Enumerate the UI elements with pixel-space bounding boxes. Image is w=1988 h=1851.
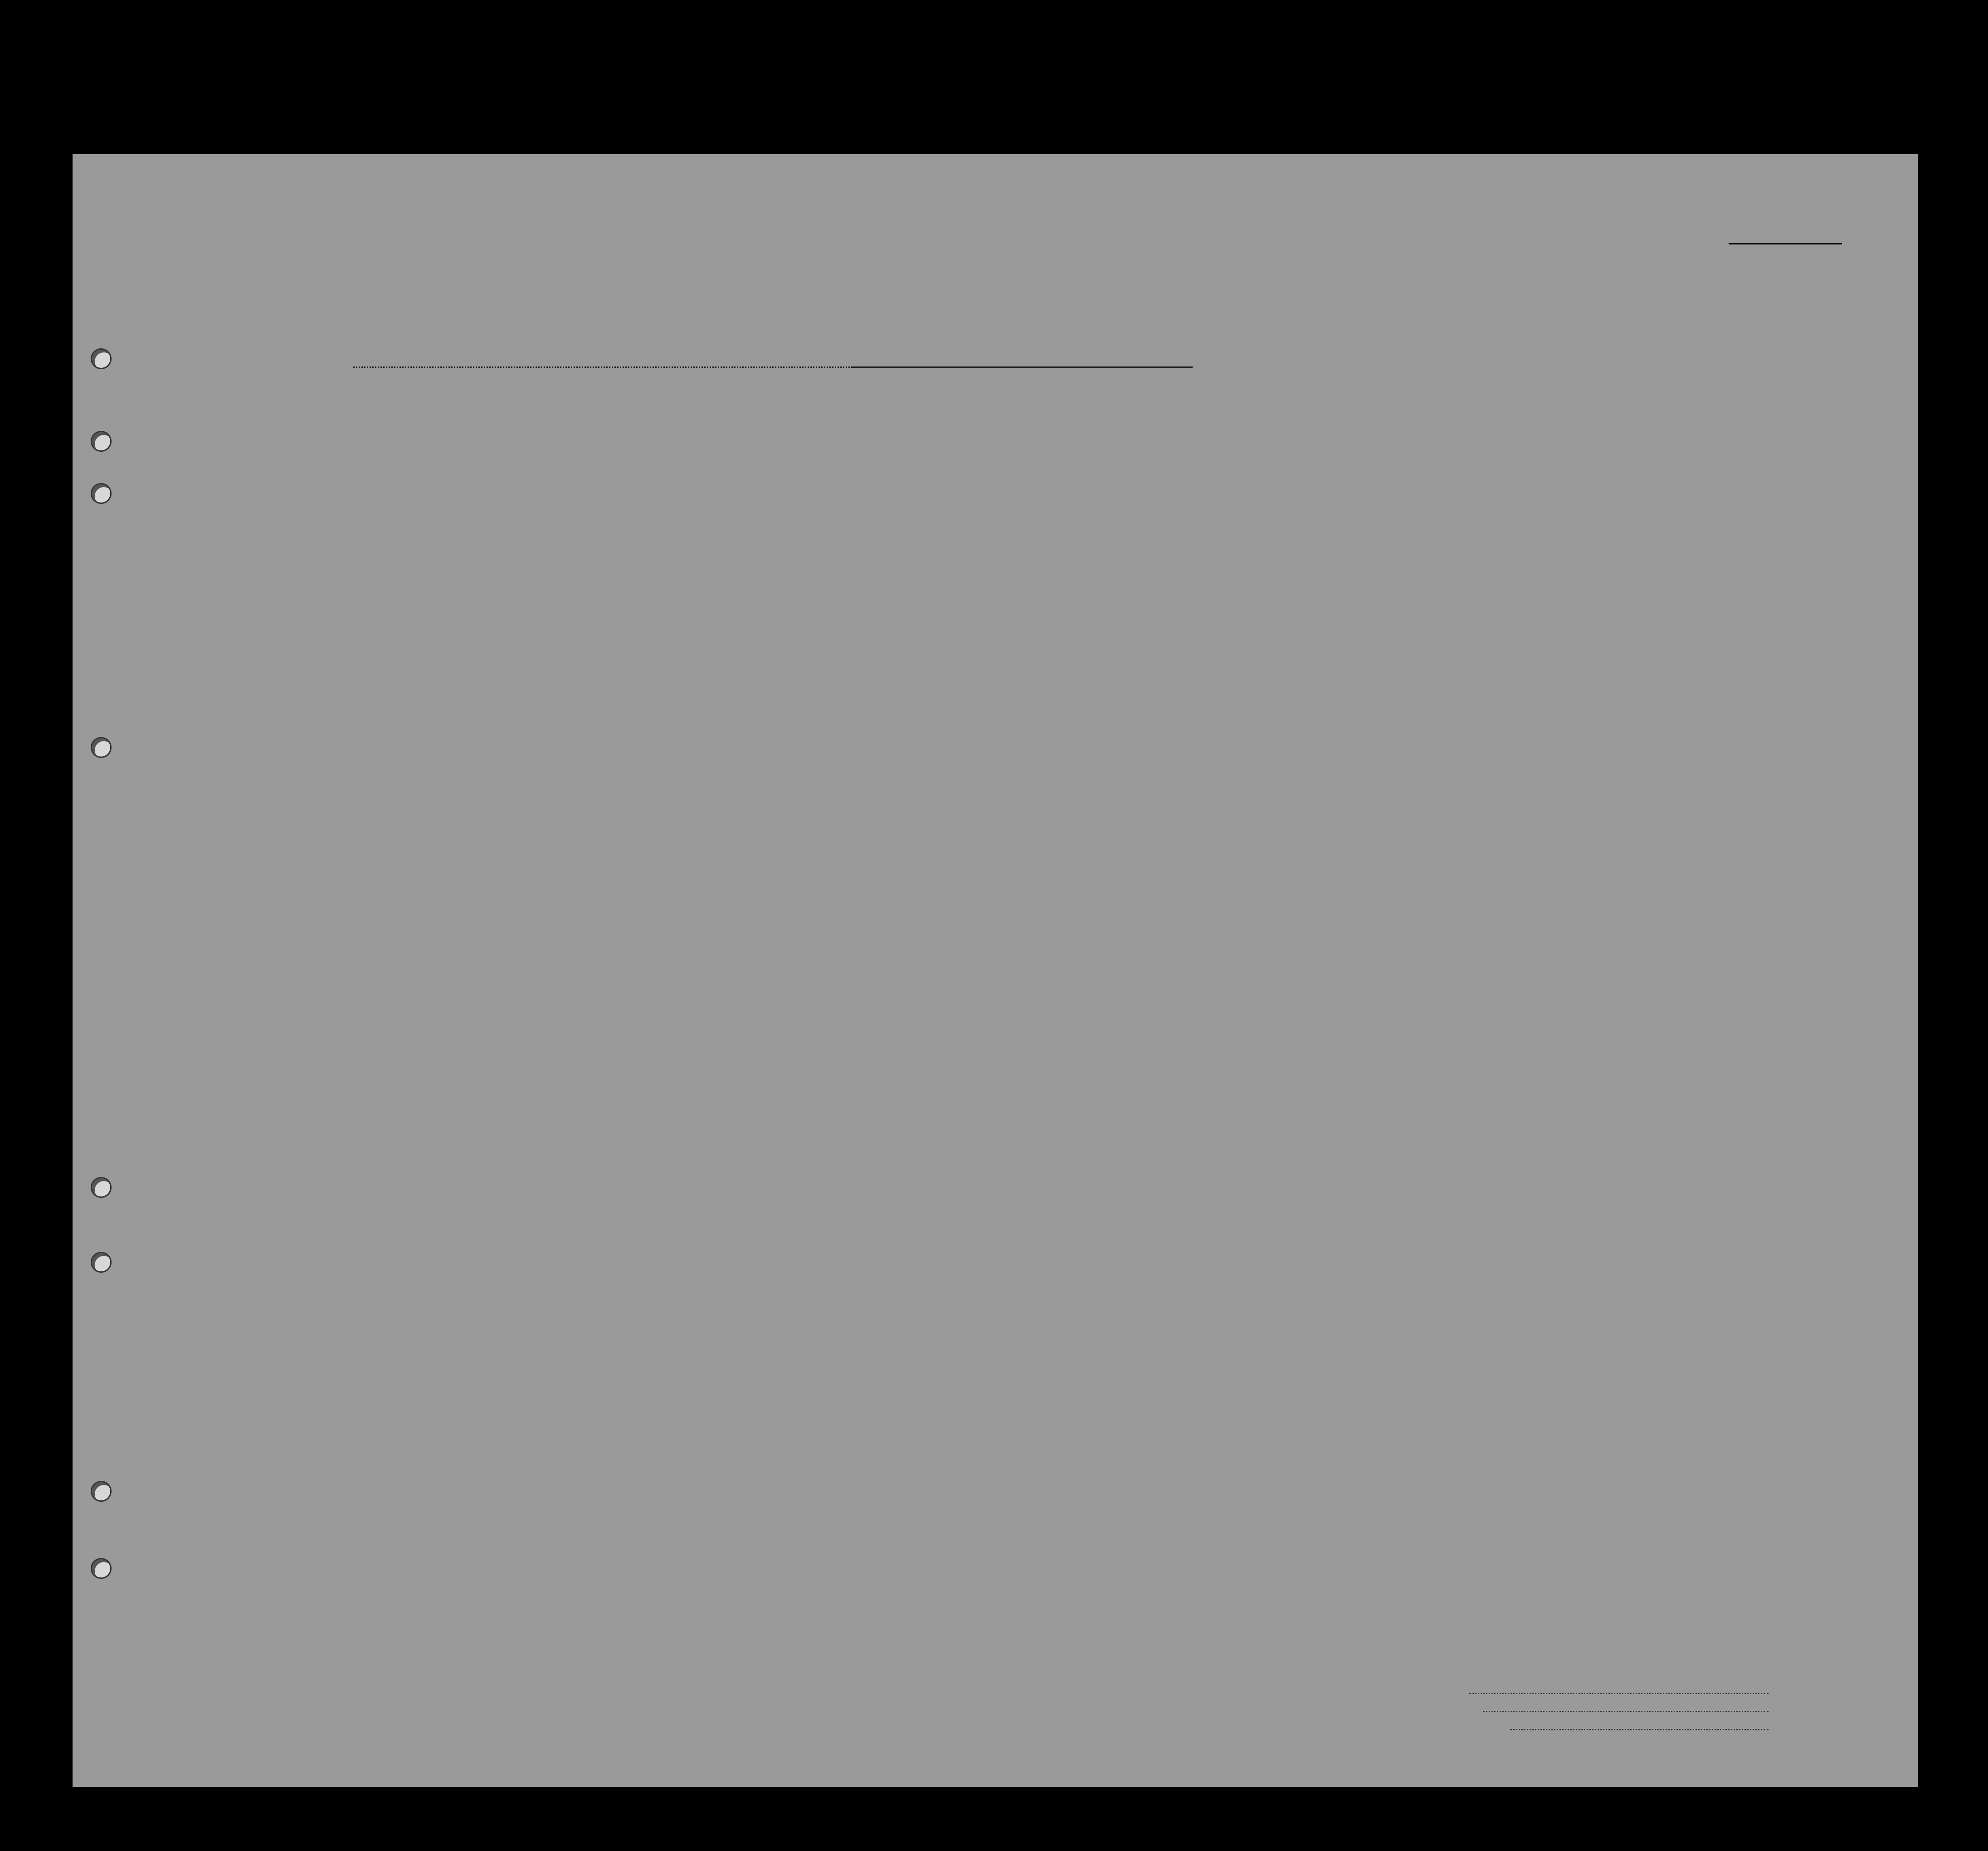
punch-hole xyxy=(91,1252,112,1273)
manifest-grid xyxy=(73,154,1918,1787)
manifest-sheet xyxy=(73,154,1918,1787)
line-signature-line xyxy=(1469,1693,1769,1694)
agents-signature-line xyxy=(1510,1729,1769,1730)
punch-hole xyxy=(91,483,112,504)
punch-hole xyxy=(91,1558,112,1579)
punch-hole xyxy=(91,348,112,369)
punch-hole xyxy=(91,737,112,758)
punch-hole xyxy=(91,431,112,452)
owners-signature-line xyxy=(1483,1711,1769,1712)
punch-hole xyxy=(91,1481,112,1502)
punch-hole xyxy=(91,1177,112,1198)
